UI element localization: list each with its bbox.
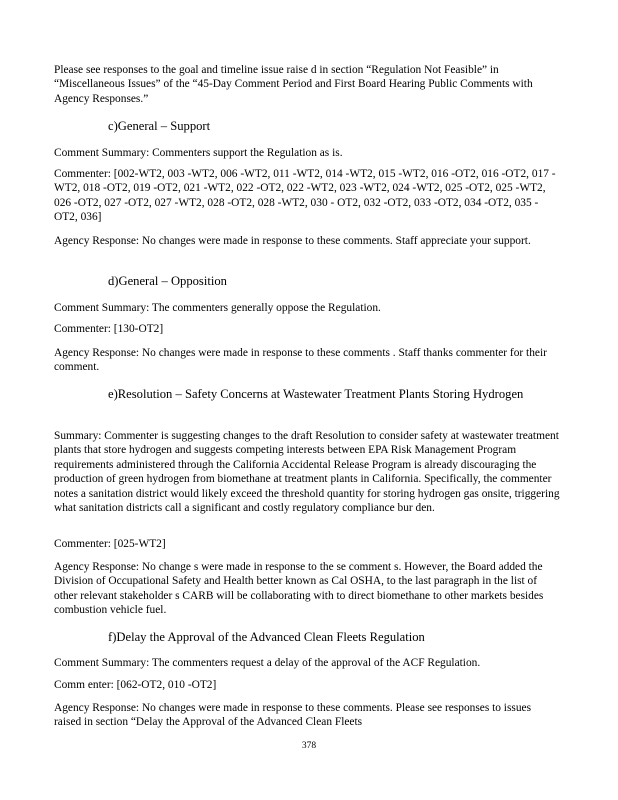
section-heading-general-support: c)General – Support	[108, 119, 211, 133]
comment-summary-resolution: Summary: Commenter is suggesting changes to the draft Resolution to consider safety at wastewater treatment plants that store hydrogen and suggests competing interests between EPA Risk Management Program requirements administered through the California Accidental Release Program is already discouraging the production of green hydrogen from biomethane at treatment plants in California. Specifically, the commenter notes a sanitation district would likely exceed the threshold quantity for storing hydrogen gas onsite, triggering what sanitation districts call a significant and costly regulatory compliance bur den.	[54, 430, 560, 515]
commenter-list-opposition: Commenter: [130-OT2]	[54, 323, 164, 335]
comment-summary-support: Comment Summary: Commenters support the Regulation as is.	[54, 147, 343, 159]
comment-summary-delay: Comment Summary: The commenters request a delay of the approval of the ACF Regulation.	[54, 657, 481, 669]
agency-response-resolution: Agency Response: No change s were made in response to the se comment s. However, the Board added the Division of Occupational Safety and Health better known as Cal OSHA, to the last paragraph in the list of other relevant stakeholder s CARB will be collaborating with to direct biomethane to other markets besides combustion vehicle fuel.	[54, 561, 544, 617]
agency-response-support: Agency Response: No changes were made in response to these comments. Staff appreciate your support.	[54, 235, 531, 247]
commenter-list-delay: Comm enter: [062-OT2, 010 -OT2]	[54, 679, 217, 691]
section-heading-general-opposition: d)General – Opposition	[108, 274, 227, 288]
section-heading-delay-approval: f)Delay the Approval of the Advanced Clean Fleets Regulation	[108, 630, 425, 644]
section-heading-resolution-safety: e)Resolution – Safety Concerns at Wastewater Treatment Plants Storing Hydrogen	[108, 387, 524, 401]
page-number: 378	[301, 741, 317, 751]
agency-response-opposition: Agency Response: No changes were made in response to these comments . Staff thanks commenter for their comment.	[54, 347, 547, 374]
agency-response-delay: Agency Response: No changes were made in response to these comments. Please see responses to issues raised in section “Delay the Approval of the Advanced Clean Fleets	[54, 702, 532, 729]
comment-summary-opposition: Comment Summary: The commenters generally oppose the Regulation.	[54, 302, 381, 314]
commenter-list-support: Commenter: [002-WT2, 003 -WT2, 006 -WT2, 011 -WT2, 014 -WT2, 015 -WT2, 016 -OT2, 016 -OT2, 017 -WT2, 018 -OT2, 019 -OT2, 021 -WT2, 022 -OT2, 022 -WT2, 023 -WT2, 024 -WT2, 025 -OT2, 025 -WT2, 026 -OT2, 027 -OT2, 027 -WT2, 028 -OT2, 028 -WT2, 030 - OT2, 032 -OT2, 033 -OT2, 034 -OT2, 035 -OT2, 036]	[54, 168, 556, 224]
commenter-list-resolution: Commenter: [025-WT2]	[54, 538, 166, 550]
intro-paragraph: Please see responses to the goal and timeline issue raise d in section “Regulation Not Feasible” in “Miscellaneous Issues” of the “45-Day Comment Period and First Board Hearing Public Comments with Agency Responses.”	[54, 64, 533, 105]
